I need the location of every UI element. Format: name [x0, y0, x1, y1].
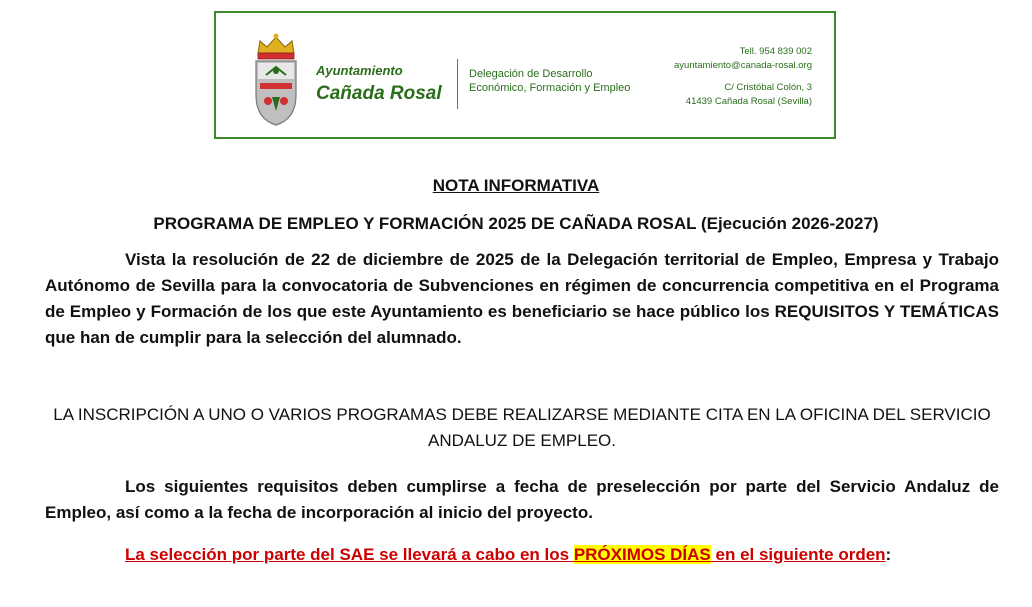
phone-number: Tell. 954 839 002 [739, 46, 812, 57]
document-title: NOTA INFORMATIVA [432, 176, 600, 195]
org-name-line1: Ayuntamiento [316, 63, 403, 78]
para1-start: Vista la resolución de 22 de diciembre de 2025 de la Delegación territorial de Empleo, Empresa y Trabajo Autónomo de Sevilla para la convocatoria de Subvenciones en régimen de concurrencia competitiva en el Programa de Empleo y Formación de los que este Ayuntamiento es beneficiario se hace público los [45, 250, 999, 321]
para4-highlight: PRÓXIMOS DÍAS [573, 545, 711, 564]
email-address: ayuntamiento@canada-rosal.org [674, 60, 812, 71]
city-address: 41439 Cañada Rosal (Sevilla) [685, 96, 812, 107]
coat-of-arms-icon [250, 31, 302, 127]
department-line1: Delegación de Desarrollo [469, 68, 593, 80]
department-name [469, 67, 630, 95]
contact-info [674, 45, 812, 109]
para4-colon: : [885, 545, 892, 564]
paragraph-resolution [45, 247, 999, 351]
header-divider [457, 59, 458, 109]
paragraph-selection [45, 542, 999, 568]
paragraph-inscription: LA INSCRIPCIÓN A UNO O VARIOS PROGRAMAS DEBE REALIZARSE MEDIANTE CITA EN LA OFICINA DEL SERVICIO ANDALUZ DE EMPLEO. [53, 405, 991, 450]
para4-start: La selección por parte del SAE se llevará a cabo en los [125, 545, 574, 564]
para4-end: en el siguiente orden [710, 545, 886, 564]
org-name-line2: Cañada Rosal [316, 83, 442, 104]
document-subtitle: PROGRAMA DE EMPLEO Y FORMACIÓN 2025 DE CAÑADA ROSAL (Ejecución 2026-2027) [153, 214, 879, 233]
department-line2: Económico, Formación y Empleo [469, 82, 631, 94]
letterhead [214, 11, 836, 139]
para1-end: que han de cumplir para la selección del alumnado. [45, 328, 462, 347]
paragraph-requirements: Los siguientes requisitos deben cumplirse a fecha de preselección por parte del Servicio Andaluz de Empleo, así como a la fecha de incorporación al inicio del proyecto. [45, 477, 999, 522]
street-address: C/ Cristóbal Colón, 3 [724, 82, 812, 93]
para1-emphasis: REQUISITOS Y TEMÁTICAS [774, 302, 999, 321]
